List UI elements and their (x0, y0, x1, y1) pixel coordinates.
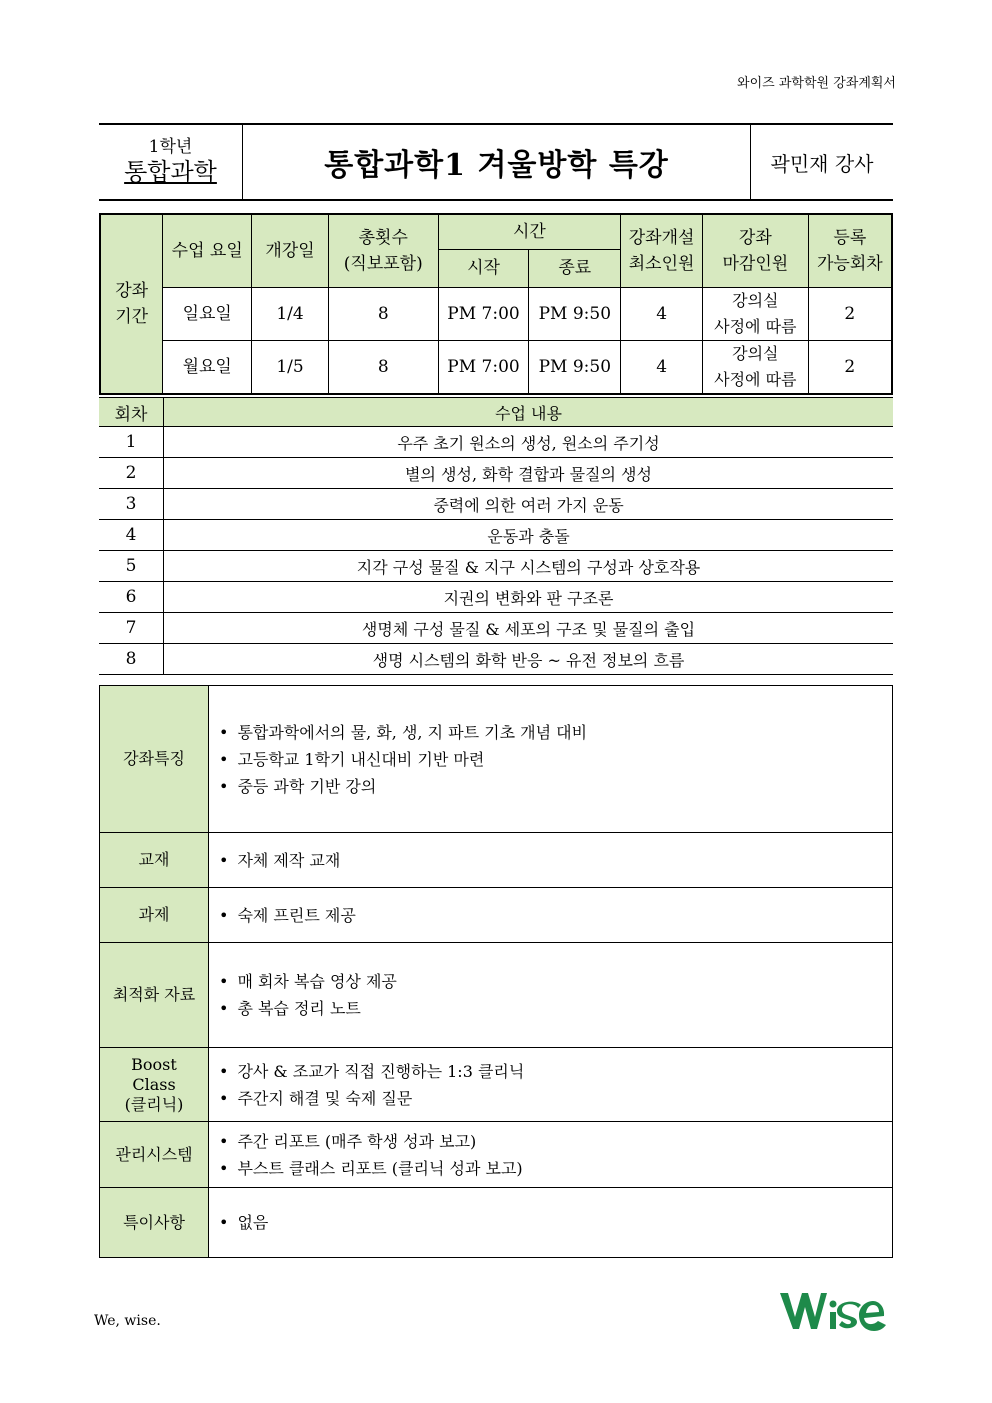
session-content: 생명체 구성 물질 & 세포의 구조 및 물질의 출입 (164, 613, 894, 644)
feature-item: • 주간 리포트 (매주 학생 성과 보고) (219, 1128, 892, 1155)
feature-content (209, 888, 893, 943)
min-cell: 4 (621, 340, 703, 394)
feature-item: • 자체 제작 교재 (219, 847, 892, 874)
feature-content (209, 1188, 893, 1258)
col-total-line2: (직보포함) (343, 253, 423, 274)
max-cell (702, 340, 808, 394)
day-cell: 월요일 (163, 340, 252, 394)
min-cell: 4 (621, 287, 703, 340)
col-time-start-header: 시작 (438, 249, 529, 287)
time-end-cell: PM 9:50 (529, 340, 621, 394)
start-date-cell: 1/5 (252, 340, 329, 394)
schedule-row (100, 340, 892, 394)
table-row (99, 427, 893, 458)
session-number: 2 (99, 458, 164, 489)
boost-label-line1: Boost (131, 1054, 177, 1074)
feature-row-homework (100, 888, 893, 943)
max-line2: 사정에 따름 (714, 316, 797, 336)
session-content: 운동과 충돌 (164, 520, 894, 551)
col-day-header: 수업 요일 (163, 214, 252, 287)
feature-row-notes (100, 1188, 893, 1258)
col-total-header (328, 214, 438, 287)
feature-content (209, 686, 893, 833)
total-cell: 8 (328, 287, 438, 340)
period-label-line1: 강좌 (115, 280, 149, 301)
session-content: 우주 초기 원소의 생성, 원소의 주기성 (164, 427, 894, 458)
table-row (99, 644, 893, 675)
feature-item: • 주간지 해결 및 숙제 질문 (219, 1085, 892, 1112)
schedule-table (99, 213, 893, 395)
col-min-header (621, 214, 703, 287)
feature-label: 관리시스템 (100, 1122, 209, 1188)
col-min-line1: 강좌개설 (628, 227, 695, 248)
col-content-header: 수업 내용 (164, 398, 894, 427)
session-content: 별의 생성, 화학 결합과 물질의 생성 (164, 458, 894, 489)
feature-label: 교재 (100, 833, 209, 888)
max-cell (702, 287, 808, 340)
feature-item: • 매 회차 복습 영상 제공 (219, 968, 892, 995)
feature-content (209, 1122, 893, 1188)
day-cell: 일요일 (163, 287, 252, 340)
grade-cell (99, 124, 243, 200)
feature-item: • 고등학교 1학기 내신대비 기반 마련 (219, 746, 892, 773)
feature-label: 과제 (100, 888, 209, 943)
feature-content (209, 1048, 893, 1122)
feature-item: • 총 복습 정리 노트 (219, 995, 892, 1022)
col-total-line1: 총횟수 (358, 227, 408, 248)
subject-label: 통합과학 (124, 158, 217, 186)
document-header-label: 와이즈 과학학원 강좌계획서 (737, 76, 896, 91)
session-number: 4 (99, 520, 164, 551)
grade-label: 1학년 (148, 137, 193, 157)
feature-content (209, 943, 893, 1048)
session-content: 지권의 변화와 판 구조론 (164, 582, 894, 613)
session-number: 6 (99, 582, 164, 613)
col-reg-line2: 가능회차 (816, 253, 883, 274)
col-start-date-header: 개강일 (252, 214, 329, 287)
course-title-table (99, 123, 893, 201)
col-time-header: 시간 (438, 214, 621, 249)
footer-slogan: We, wise. (94, 1313, 161, 1329)
feature-row-materials (100, 943, 893, 1048)
reg-cell: 2 (808, 340, 892, 394)
time-start-cell: PM 7:00 (438, 287, 529, 340)
feature-label: 최적화 자료 (100, 943, 209, 1048)
schedule-row (100, 287, 892, 340)
feature-item: • 중등 과학 기반 강의 (219, 773, 892, 800)
course-title: 통합과학1 겨울방학 특강 (243, 124, 751, 200)
feature-item: • 숙제 프린트 제공 (219, 902, 892, 929)
col-session-header: 회차 (99, 398, 164, 427)
session-number: 7 (99, 613, 164, 644)
wise-logo (778, 1290, 896, 1332)
feature-row-management (100, 1122, 893, 1188)
session-number: 3 (99, 489, 164, 520)
feature-label: 특이사항 (100, 1188, 209, 1258)
total-cell: 8 (328, 340, 438, 394)
table-row (99, 489, 893, 520)
boost-label-line2: Class (132, 1074, 176, 1094)
feature-row-characteristics (100, 686, 893, 833)
session-number: 5 (99, 551, 164, 582)
teacher-name: 곽민재 강사 (751, 124, 894, 200)
feature-item: • 강사 & 조교가 직접 진행하는 1:3 클리닉 (219, 1058, 892, 1085)
session-content: 지각 구성 물질 & 지구 시스템의 구성과 상호작용 (164, 551, 894, 582)
col-max-line1: 강좌 (738, 227, 772, 248)
feature-label (100, 1048, 209, 1122)
table-row (99, 520, 893, 551)
session-number: 8 (99, 644, 164, 675)
max-line2: 사정에 따름 (714, 369, 797, 389)
session-content: 생명 시스템의 화학 반응 ~ 유전 정보의 흐름 (164, 644, 894, 675)
col-max-header (702, 214, 808, 287)
max-line1: 강의실 (732, 290, 779, 310)
period-label (100, 214, 163, 394)
feature-item: • 부스트 클래스 리포트 (클리닉 성과 보고) (219, 1155, 892, 1182)
feature-content (209, 833, 893, 888)
time-start-cell: PM 7:00 (438, 340, 529, 394)
boost-label-line3: (클리닉) (124, 1094, 184, 1114)
session-content: 중력에 의한 여러 가지 운동 (164, 489, 894, 520)
curriculum-table (99, 397, 893, 675)
start-date-cell: 1/4 (252, 287, 329, 340)
col-min-line2: 최소인원 (628, 253, 695, 274)
table-row (99, 551, 893, 582)
col-reg-header (808, 214, 892, 287)
time-end-cell: PM 9:50 (529, 287, 621, 340)
feature-item: • 통합과학에서의 물, 화, 생, 지 파트 기초 개념 대비 (219, 719, 892, 746)
reg-cell: 2 (808, 287, 892, 340)
col-time-end-header: 종료 (529, 249, 621, 287)
period-label-line2: 기간 (115, 306, 149, 327)
table-row (99, 582, 893, 613)
features-table (99, 685, 893, 1258)
col-max-line2: 마감인원 (722, 253, 789, 274)
col-reg-line1: 등록 (833, 227, 867, 248)
feature-label: 강좌특징 (100, 686, 209, 833)
table-row (99, 458, 893, 489)
feature-row-textbook (100, 833, 893, 888)
max-line1: 강의실 (732, 343, 779, 363)
feature-item: • 없음 (219, 1209, 892, 1236)
table-row (99, 613, 893, 644)
session-number: 1 (99, 427, 164, 458)
feature-row-boost-class (100, 1048, 893, 1122)
